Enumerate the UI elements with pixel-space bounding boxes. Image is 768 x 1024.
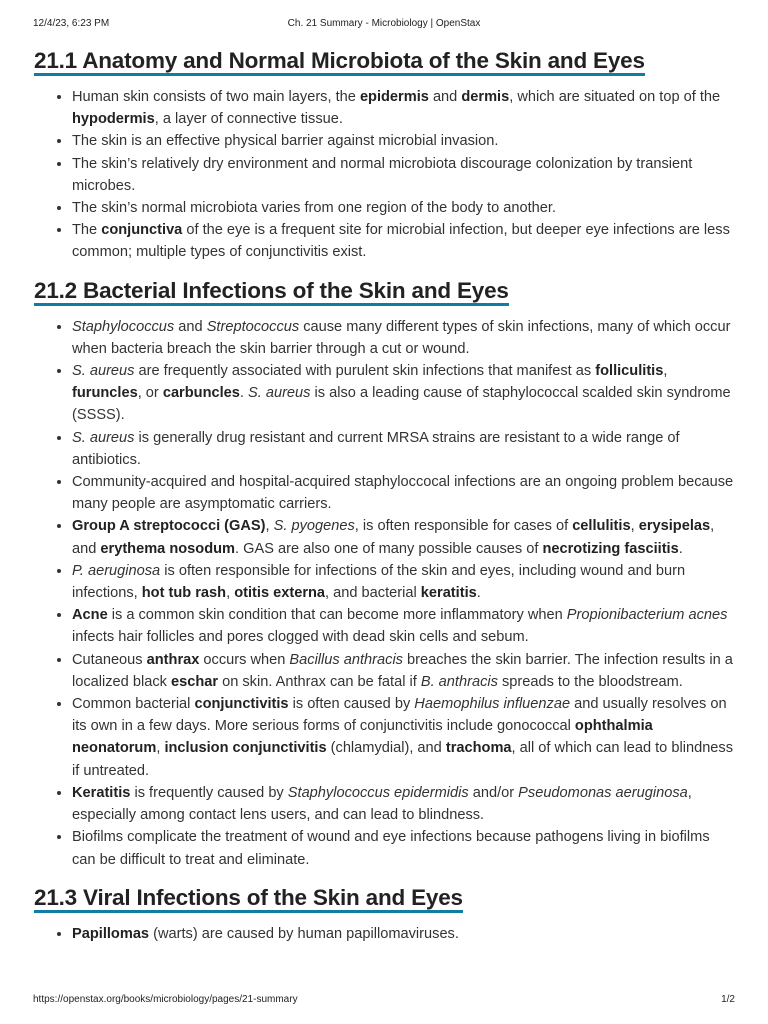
text-run: Biofilms complicate the treatment of wound and eye infections because pathogens living in biofilms can be difficult to treat and eliminate.	[72, 829, 710, 868]
print-doc-title: Ch. 21 Summary - Microbiology | OpenStax	[287, 18, 481, 29]
page-number: 1/2	[721, 994, 735, 1005]
text-run: The	[72, 222, 102, 239]
bold-term: trachoma	[445, 740, 512, 757]
list-item	[72, 826, 736, 870]
bold-term: Papillomas	[72, 925, 150, 942]
italic-term: B. anthracis	[420, 673, 498, 690]
text-run: cause many different types of skin infections, many of which occur when bacteria breach the skin barrier through a cut or wound.	[72, 318, 731, 357]
list-item	[72, 130, 736, 152]
italic-term: P. aeruginosa	[72, 562, 161, 579]
list-item	[72, 693, 736, 782]
list-item	[72, 782, 736, 826]
text-run: is generally drug resistant and current MRSA strains are resistant to a wide range of antibiotics.	[72, 429, 680, 468]
bold-term: erythema nosodum	[100, 540, 236, 557]
text-run: are frequently associated with purulent skin infections that manifest as	[134, 363, 596, 380]
section-heading[interactable]: 21.3 Viral Infections of the Skin and Eyes	[34, 881, 736, 915]
text-run: infects hair follicles and pores clogged with dead skin cells and sebum.	[72, 629, 529, 646]
list-item	[72, 153, 736, 197]
text-run: The skin’s normal microbiota varies from one region of the body to another.	[72, 200, 557, 217]
bold-term: Group A streptococci (GAS)	[72, 518, 266, 535]
text-run: .	[239, 385, 248, 402]
text-run: . GAS are also one of many possible causes of	[235, 540, 543, 557]
page-url: https://openstax.org/books/microbiology/pages/21-summary	[33, 994, 298, 1005]
bold-term: anthrax	[146, 651, 200, 668]
section-heading[interactable]: 21.1 Anatomy and Normal Microbiota of the Skin and Eyes	[34, 44, 736, 78]
text-run: and/or	[468, 784, 519, 801]
text-run: , which are situated on top of the	[509, 89, 721, 105]
text-run: is a common skin condition that can become more inflammatory when	[107, 607, 567, 624]
list-item	[72, 360, 736, 427]
text-run: ,	[630, 518, 639, 535]
list-item	[72, 515, 736, 559]
text-run: breaches the skin barrier. The infection results in a localized black	[72, 651, 733, 690]
text-run: .	[678, 540, 683, 557]
text-run: ,	[663, 363, 668, 380]
bold-term: Acne	[72, 607, 108, 624]
text-run: (chlamydial), and	[326, 740, 446, 757]
bullet-list	[34, 316, 736, 871]
bold-term: folliculitis	[595, 363, 664, 380]
section-heading[interactable]: 21.2 Bacterial Infections of the Skin and Eyes	[34, 274, 736, 308]
bold-term: keratitis	[420, 585, 477, 602]
text-run: is also a leading cause of staphylococcal scalded skin syndrome (SSSS).	[72, 385, 731, 424]
text-run: , or	[137, 385, 163, 402]
section-21-1	[34, 44, 736, 264]
bold-term: carbuncles	[162, 385, 240, 402]
list-item	[72, 316, 736, 360]
text-run: , and bacterial	[325, 585, 421, 602]
italic-term: Haemophilus influenzae	[414, 696, 571, 713]
bold-term: ophthalmia neonatorum	[72, 718, 653, 757]
text-run: , all of which can lead to blindness if untreated.	[72, 740, 734, 779]
text-run: and	[174, 318, 207, 335]
text-run: is often responsible for infections of the skin and eyes, including wound and burn infections,	[72, 562, 686, 602]
bold-term: dermis	[461, 89, 510, 105]
bold-term: otitis externa	[234, 585, 326, 602]
italic-term: Staphylococcus epidermidis	[287, 784, 469, 801]
text-run: .	[476, 585, 481, 602]
summary-content	[34, 44, 736, 955]
italic-term: Staphylococcus	[72, 318, 175, 335]
text-run: The skin’s relatively dry environment and normal microbiota discourage colonization by transient microbes.	[72, 155, 693, 194]
list-item	[72, 219, 736, 263]
text-run: is often caused by	[288, 696, 415, 713]
text-run: ,	[226, 585, 235, 602]
text-run: and usually resolves on its own in a few days. More serious forms of conjunctivitis include gonococcal	[72, 696, 727, 735]
list-item	[72, 649, 736, 693]
text-run: ,	[265, 518, 274, 535]
bullet-list	[34, 923, 736, 945]
section-21-2	[34, 274, 736, 871]
text-run: Community-acquired and hospital-acquired staphyloccocal infections are an ongoing problem because many people are asymptomatic carriers.	[72, 474, 734, 513]
text-run: , and	[72, 518, 715, 557]
italic-term: Pseudomonas aeruginosa	[518, 784, 688, 801]
text-run: Common bacterial	[72, 696, 195, 713]
text-run: occurs when	[199, 651, 290, 668]
text-run: , is often responsible for cases of	[354, 518, 573, 535]
text-run: (warts) are caused by human papillomaviruses.	[149, 925, 459, 942]
bold-term: eschar	[170, 673, 219, 690]
text-run: ,	[156, 740, 165, 757]
bold-term: cellulitis	[572, 518, 631, 535]
bold-term: inclusion conjunctivitis	[164, 740, 327, 757]
text-run: Human skin consists of two main layers, the	[72, 89, 360, 105]
bold-term: epidermis	[359, 89, 429, 105]
text-run: and	[428, 89, 462, 105]
list-item	[72, 197, 736, 219]
italic-term: Streptococcus	[206, 318, 300, 335]
bold-term: conjunctiva	[101, 222, 183, 239]
list-item	[72, 604, 736, 648]
section-21-3	[34, 881, 736, 945]
bold-term: erysipelas	[638, 518, 711, 535]
bold-term: hot tub rash	[141, 585, 227, 602]
bold-term: furuncles	[72, 385, 138, 402]
list-item	[72, 86, 736, 130]
bold-term: hypodermis	[72, 111, 155, 128]
text-run: spreads to the bloodstream.	[497, 673, 683, 690]
bold-term: necrotizing fasciitis	[542, 540, 679, 557]
text-run: , especially among contact lens users, and can lead to blindness.	[72, 784, 692, 824]
italic-term: Propionibacterium acnes	[566, 607, 728, 624]
text-run: is frequently caused by	[130, 784, 288, 801]
bold-term: conjunctivitis	[194, 696, 289, 713]
list-item	[72, 560, 736, 604]
bold-term: Keratitis	[72, 784, 131, 801]
list-item	[72, 923, 736, 945]
print-datetime: 12/4/23, 6:23 PM	[33, 18, 110, 29]
list-item	[72, 427, 736, 471]
list-item	[72, 471, 736, 515]
italic-term: S. aureus	[248, 385, 311, 402]
bullet-list	[34, 86, 736, 264]
italic-term: S. aureus	[72, 363, 135, 380]
text-run: on skin. Anthrax can be fatal if	[218, 673, 421, 690]
text-run: of the eye is a frequent site for microbial infection, but deeper eye infections are less common; multiple types of conjunctivitis exist.	[72, 222, 730, 261]
italic-term: Bacillus anthracis	[289, 651, 403, 668]
text-run: , a layer of connective tissue.	[154, 111, 343, 128]
italic-term: S. pyogenes	[273, 518, 355, 535]
italic-term: S. aureus	[72, 429, 135, 446]
text-run: Cutaneous	[72, 651, 147, 668]
text-run: The skin is an effective physical barrier against microbial invasion.	[72, 133, 499, 150]
